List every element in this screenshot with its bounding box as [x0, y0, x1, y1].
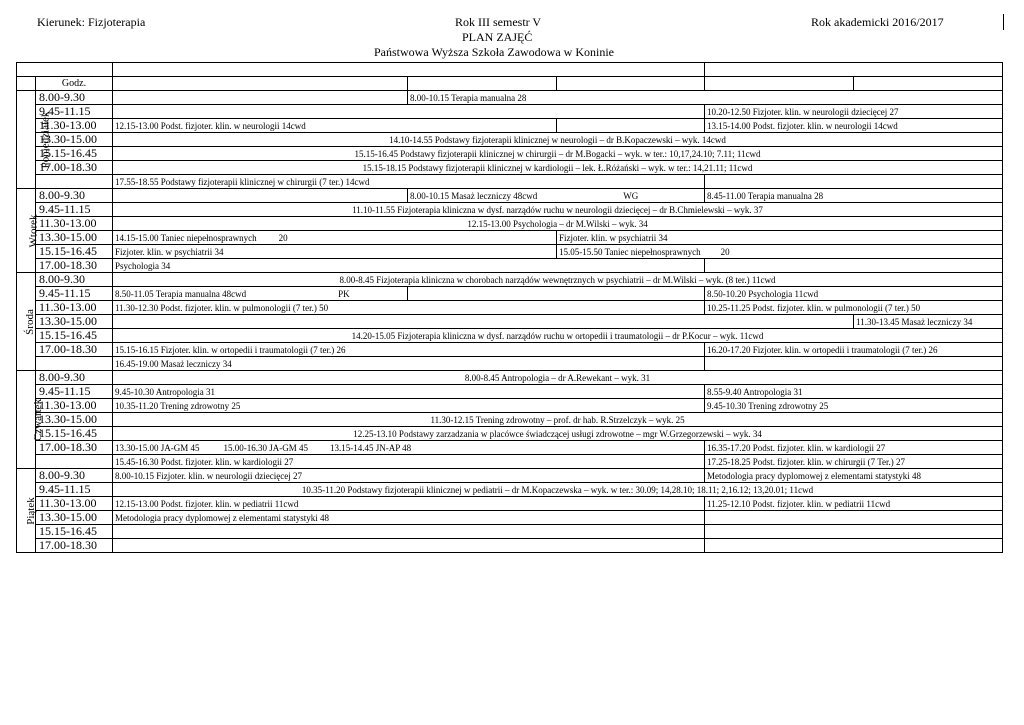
wt-row-1: [17, 189, 1003, 203]
time-slot: 13.30-15.00: [36, 231, 113, 245]
class-entry: 9.45-10.30 Antropologia 31: [113, 385, 705, 399]
czw-row-1: [17, 371, 1003, 385]
class-entry: 12.25-13.10 Podstawy zarzadzania w placówce świadczącej usługi zdrowotne – mgr W.Grzegorzewski – wyk. 34: [113, 427, 1003, 441]
pt-row-6: [17, 539, 1003, 553]
class-entry: Fizjoter. klin. w psychiatrii 34: [557, 231, 1003, 245]
class-entry: 8.00-8.45 Fizjoterapia kliniczna w chorobach narządów wewnętrznych w psychiatrii – dr M.Wilski – wyk. (8 ter.) 11cwd: [113, 273, 1003, 287]
time-slot: 17.00-18.30: [36, 539, 113, 553]
sr-row-2: [17, 287, 1003, 301]
sr-row-3: [17, 301, 1003, 315]
class-entry: 15.15-16.15 Fizjoter. klin. w ortopedii i traumatologii (7 ter.) 26: [113, 343, 705, 357]
class-entry: 17.25-18.25 Podst. fizjoter. klin. w chirurgii (7 Ter.) 27: [705, 455, 1003, 469]
class-entry: 11.25-12.10 Podst. fizjoter. klin. w pediatrii 11cwd: [705, 497, 1003, 511]
class-entry: 15.05-15.50 Taniec niepełnosprawnych 20: [557, 245, 1003, 259]
class-entry: 15.15-18.15 Podstawy fizjoterapii klinicznej w kardiologii – lek. Ł.Różański – wyk. w ter.: 14,21.11; 11cwd: [113, 161, 1003, 175]
class-entry: 16.35-17.20 Podst. fizjoter. klin. w kardiologii 27: [705, 441, 1003, 455]
czw-row-5: [17, 427, 1003, 441]
class-entry: Psychologia 34: [113, 259, 705, 273]
sr-row-4: [17, 315, 1003, 329]
class-entry: 12.15-13.00 Psychologia – dr M.Wilski – wyk. 34: [113, 217, 1003, 231]
header-godz-row: [17, 77, 1003, 91]
time-slot: 8.00-9.30: [36, 91, 113, 105]
class-entry: 8.55-9.40 Antropologia 31: [705, 385, 1003, 399]
class-entry: 8.00-10.15 Fizjoter. klin. w neurologii dziecięcej 27: [113, 469, 705, 483]
wt-row-2: [17, 203, 1003, 217]
wt-row-5: [17, 245, 1003, 259]
sr-row-1: [17, 273, 1003, 287]
class-entry: Fizjoter. klin. w psychiatrii 34: [113, 245, 557, 259]
pon-row-4: [17, 133, 1003, 147]
class-entry: Metodologia pracy dyplomowej z elementami statystyki 48: [705, 469, 1003, 483]
time-slot: 11.30-13.00: [36, 217, 113, 231]
class-entry: 11.30-13.45 Masaż leczniczy 34: [854, 315, 1003, 329]
class-entry: 16.20-17.20 Fizjoter. klin. w ortopedii i traumatologii (7 ter.) 26: [705, 343, 1003, 357]
class-entry: 11.30-12.15 Trening zdrowotny – prof. dr hab. R.Strzelczyk – wyk. 25: [113, 413, 1003, 427]
time-slot: 9.45-11.15: [36, 203, 113, 217]
group-code: PK: [338, 288, 350, 299]
rok-semestr-label: Rok III semestr V: [455, 15, 542, 29]
godz-header: Godz.: [36, 77, 113, 91]
class-entry: 15.15-16.45 Podstawy fizjoterapii klinicznej w chirurgii – dr M.Bogacki – wyk. w ter.: 10,17,24.10; 7.11; 11cwd: [113, 147, 1003, 161]
czw-row-3: [17, 399, 1003, 413]
wt-row-4: [17, 231, 1003, 245]
rok-akademicki-label: Rok akademicki 2016/2017: [811, 15, 944, 29]
time-slot: 11.30-13.00: [36, 119, 113, 133]
time-slot: 9.45-11.15: [36, 483, 113, 497]
day-poniedzialek: Poniedziałek: [17, 91, 36, 189]
sr-row-7: [17, 357, 1003, 371]
day-czwartek: Czwartek: [17, 371, 36, 469]
class-entry: 15.45-16.30 Podst. fizjoter. klin. w kardiologii 27: [113, 455, 705, 469]
time-slot: 9.45-11.15: [36, 105, 113, 119]
pt-row-4: [17, 511, 1003, 525]
time-slot: 17.00-18.30: [36, 161, 113, 175]
pon-row-3: [17, 119, 1003, 133]
wt-row-3: [17, 217, 1003, 231]
header-empty-row: [17, 63, 1003, 77]
class-entry: 13.15-14.00 Podst. fizjoter. klin. w neurologii 14cwd: [705, 119, 1003, 133]
time-slot: 11.30-13.00: [36, 301, 113, 315]
time-slot: 17.00-18.30: [36, 343, 113, 357]
time-slot: 15.15-16.45: [36, 245, 113, 259]
class-entry: 10.35-11.20 Podstawy fizjoterapii klinicznej w pediatrii – dr M.Kopaczewska – wyk. w ter.: 30.09; 14,28.10; 18.11; 2,16.12; 13,20.01; 11cwd: [113, 483, 1003, 497]
class-entry: 8.45-11.00 Terapia manualna 28: [705, 189, 1003, 203]
class-entry: 12.15-13.00 Podst. fizjoter. klin. w pediatrii 11cwd: [113, 497, 705, 511]
time-slot: 15.15-16.45: [36, 147, 113, 161]
class-entry: 8.00-8.45 Antropologia – dr A.Rewekant – wyk. 31: [113, 371, 1003, 385]
wt-row-6: [17, 259, 1003, 273]
day-wtorek: Wtorek: [17, 189, 36, 273]
class-entry: 10.25-11.25 Podst. fizjoter. klin. w pulmonologii (7 ter.) 50: [705, 301, 1003, 315]
time-slot: 8.00-9.30: [36, 189, 113, 203]
time-slot: 17.00-18.30: [36, 259, 113, 273]
class-entry: 11.30-12.30 Podst. fizjoter. klin. w pulmonologii (7 ter.) 50: [113, 301, 705, 315]
time-slot: 8.00-9.30: [36, 273, 113, 287]
class-entry: 8.50-10.20 Psychologia 11cwd: [705, 287, 1003, 301]
class-entry: 12.15-13.00 Podst. fizjoter. klin. w neurologii 14cwd: [113, 119, 557, 133]
pon-row-5: [17, 147, 1003, 161]
time-slot: 13.30-15.00: [36, 133, 113, 147]
class-entry: 9.45-10.30 Trening zdrowotny 25: [705, 399, 1003, 413]
time-slot: 8.00-9.30: [36, 371, 113, 385]
class-entry: 14.20-15.05 Fizjoterapia kliniczna w dysf. narządów ruchu w ortopedii i traumatologii – dr P.Kocur – wyk. 11cwd: [113, 329, 1003, 343]
class-entry: 8.00-10.15 Terapia manualna 28: [408, 91, 1003, 105]
class-entry: Metodologia pracy dyplomowej z elementami statystyki 48: [113, 511, 705, 525]
class-entry: 16.45-19.00 Masaż leczniczy 34: [113, 357, 705, 371]
time-slot: 15.15-16.45: [36, 427, 113, 441]
time-slot: 9.45-11.15: [36, 287, 113, 301]
day-piatek: Piątek: [17, 469, 36, 553]
czw-row-6: [17, 441, 1003, 455]
class-entry: 11.10-11.55 Fizjoterapia kliniczna w dysf. narządów ruchu w neurologii dziecięcej – dr B.Chmielewski – wyk. 37: [113, 203, 1003, 217]
day-sroda: Środa: [17, 273, 36, 371]
sr-row-5: [17, 329, 1003, 343]
pon-row-2: [17, 105, 1003, 119]
time-slot: 13.30-15.00: [36, 511, 113, 525]
pon-row-1: [17, 91, 1003, 105]
class-entry: 13.30-15.00 JA-GM 45 15.00-16.30 JA-GM 45 13.15-14.45 JN-AP 48: [113, 441, 705, 455]
header-divider: [1003, 14, 1004, 30]
czw-row-4: [17, 413, 1003, 427]
time-slot: 8.00-9.30: [36, 469, 113, 483]
time-slot: 9.45-11.15: [36, 385, 113, 399]
time-slot: 11.30-13.00: [36, 497, 113, 511]
time-slot: 15.15-16.45: [36, 525, 113, 539]
class-entry: 17.55-18.55 Podstawy fizjoterapii klinicznej w chirurgii (7 ter.) 14cwd: [113, 175, 705, 189]
class-entry: 10.35-11.20 Trening zdrowotny 25: [113, 399, 705, 413]
pon-row-7: [17, 175, 1003, 189]
kierunek-label: Kierunek: Fizjoterapia: [37, 15, 146, 29]
time-slot: 11.30-13.00: [36, 399, 113, 413]
group-code: WG: [623, 190, 639, 201]
czw-row-2: [17, 385, 1003, 399]
class-entry: 8.50-11.05 Terapia manualna 48cwd PK: [113, 287, 408, 301]
pt-row-3: [17, 497, 1003, 511]
pt-row-2: [17, 483, 1003, 497]
class-entry: 14.15-15.00 Taniec niepełnosprawnych 20: [113, 231, 557, 245]
time-slot: 13.30-15.00: [36, 413, 113, 427]
plan-title: PLAN ZAJĘĆ: [462, 30, 533, 44]
pt-row-5: [17, 525, 1003, 539]
class-entry: 10.20-12.50 Fizjoter. klin. w neurologii dziecięcej 27: [705, 105, 1003, 119]
school-name: Państwowa Wyższa Szkoła Zawodowa w Koninie: [374, 45, 614, 59]
class-entry: 8.00-10.15 Masaż leczniczy 48cwd WG: [408, 189, 705, 203]
time-slot: 17.00-18.30: [36, 441, 113, 455]
czw-row-7: [17, 455, 1003, 469]
schedule-table: [16, 62, 1003, 553]
pon-row-6: [17, 161, 1003, 175]
sr-row-6: [17, 343, 1003, 357]
class-entry: 14.10-14.55 Podstawy fizjoterapii klinicznej w neurologii – dr B.Kopaczewski – wyk. 14cwd: [113, 133, 1003, 147]
time-slot: 15.15-16.45: [36, 329, 113, 343]
time-slot: 13.30-15.00: [36, 315, 113, 329]
pt-row-1: [17, 469, 1003, 483]
